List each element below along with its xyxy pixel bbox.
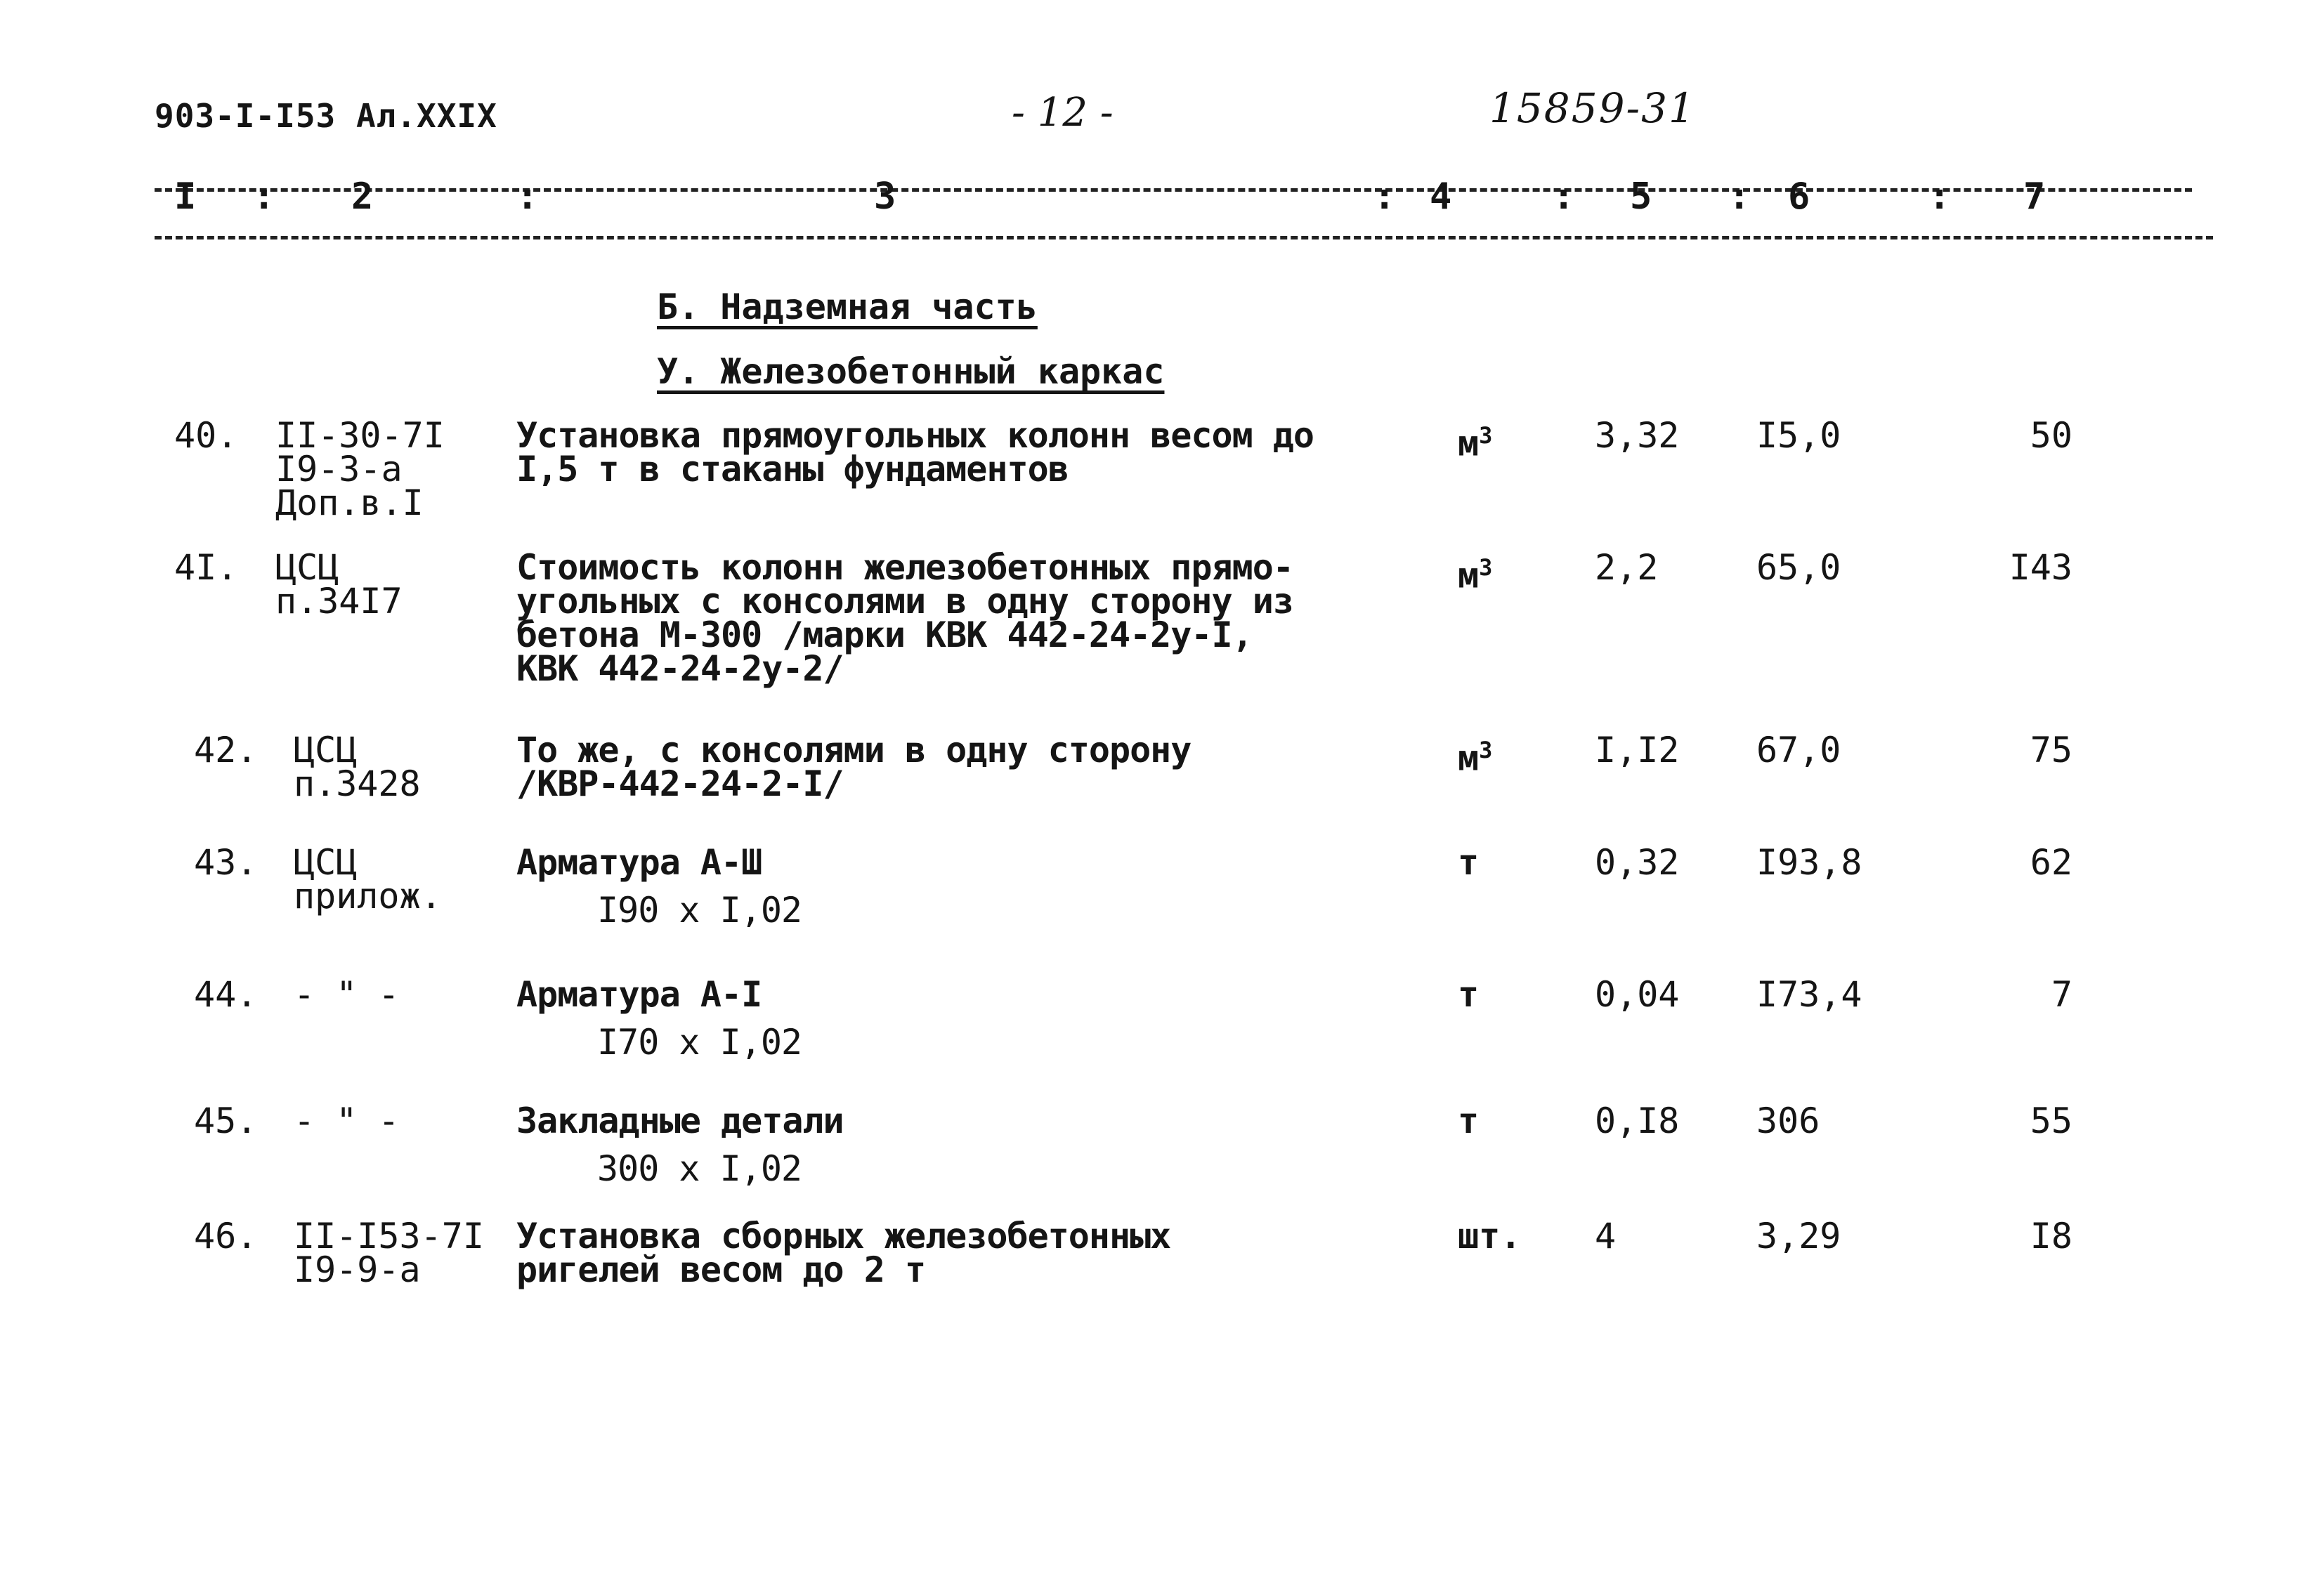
description-line: Арматура А-Ш: [516, 842, 762, 883]
reference-line: п.3428: [294, 763, 421, 804]
section-title: Б. Надземная часть: [657, 287, 1038, 327]
row-total: 62: [2030, 842, 2072, 883]
column-separator: :: [1373, 176, 1396, 218]
row-total: 75: [2030, 730, 2072, 770]
description-line: I,5 т в стаканы фундаментов: [516, 449, 1069, 490]
column-number-5: 5: [1630, 176, 1652, 218]
row-unit-price: 65,0: [1756, 547, 1841, 588]
row-unit-price: I93,8: [1756, 842, 1862, 883]
row-reference: [294, 730, 421, 804]
page-number: - 12 -: [1012, 90, 1114, 136]
row-description: [516, 1101, 844, 1189]
handwritten-number: 15859-31: [1489, 84, 1696, 132]
description-line: Арматура А-I: [516, 974, 762, 1015]
row-reference: [294, 1101, 400, 1141]
unit-exponent: 3: [1479, 422, 1493, 449]
row-reference: [294, 842, 442, 917]
row-total: 50: [2030, 415, 2072, 456]
column-number-6: 6: [1788, 176, 1810, 218]
row-unit: [1458, 1101, 1480, 1141]
description-line: Установка прямоугольных колонн весом до: [516, 415, 1314, 456]
column-separator: :: [516, 176, 539, 218]
description-line: КВК 442-24-2у-2/: [516, 648, 844, 689]
row-number: 40.: [174, 415, 238, 456]
subsection-title: У. Железобетонный каркас: [657, 351, 1165, 392]
row-quantity: 0,32: [1595, 842, 1680, 883]
reference-line: I9-9-a: [294, 1249, 421, 1290]
description-formula: 300 x I,02: [597, 1148, 802, 1189]
row-unit: [1458, 1216, 1522, 1256]
column-number-1: I: [174, 176, 197, 218]
reference-line: прилож.: [294, 876, 442, 917]
row-quantity: I,I2: [1595, 730, 1680, 770]
unit-label: т: [1458, 974, 1480, 1015]
row-total: I43: [2009, 547, 2072, 588]
row-reference: [294, 1216, 484, 1290]
row-number: 43.: [194, 842, 258, 883]
column-number-4: 4: [1430, 176, 1452, 218]
row-description: [516, 730, 1192, 804]
column-number-2: 2: [351, 176, 374, 218]
row-description: [516, 547, 1293, 689]
description-line: ригелей весом до 2 т: [516, 1249, 926, 1290]
row-number: 45.: [194, 1101, 258, 1141]
row-description: [516, 842, 802, 931]
row-quantity: 2,2: [1595, 547, 1659, 588]
row-description: [516, 415, 1314, 490]
description-line: Установка сборных железобетонных: [516, 1216, 1171, 1256]
row-quantity: 4: [1595, 1216, 1617, 1256]
row-unit: [1458, 419, 1493, 464]
row-quantity: 0,I8: [1595, 1101, 1680, 1141]
column-separator: :: [1553, 176, 1575, 218]
reference-line: II-I53-7I: [294, 1216, 484, 1256]
reference-line: ЦСЦ: [275, 547, 339, 588]
row-reference: [294, 974, 400, 1015]
unit-label: т: [1458, 1101, 1480, 1141]
row-number: 4I.: [174, 547, 238, 588]
row-unit: [1458, 733, 1493, 779]
row-quantity: 3,32: [1595, 415, 1680, 456]
description-formula: I90 x I,02: [597, 890, 802, 931]
description-line: То же, с консолями в одну сторону: [516, 730, 1192, 770]
unit-label: т: [1458, 842, 1480, 883]
header-top-rule: [155, 188, 2192, 192]
unit-label: шт.: [1458, 1216, 1522, 1256]
description-line: Закладные детали: [516, 1101, 844, 1141]
column-separator: :: [1928, 176, 1951, 218]
description-line: Стоимость колонн железобетонных прямо-: [516, 547, 1293, 588]
row-unit-price: 67,0: [1756, 730, 1841, 770]
row-reference: [275, 547, 403, 622]
document-code: 903-I-I53 Ал.XXIX: [155, 97, 497, 135]
header-bottom-rule: [155, 236, 2213, 239]
description-line: угольных с консолями в одну сторону из: [516, 581, 1293, 622]
row-unit-price: I5,0: [1756, 415, 1841, 456]
row-unit: [1458, 974, 1480, 1015]
reference-line: II-30-7I: [275, 415, 445, 456]
row-total: 7: [2051, 974, 2072, 1015]
row-number: 46.: [194, 1216, 258, 1256]
column-number-3: 3: [874, 176, 896, 218]
row-reference: [275, 415, 445, 523]
reference-line: - " -: [294, 974, 400, 1015]
unit-label: м: [1458, 423, 1480, 464]
row-number: 44.: [194, 974, 258, 1015]
unit-exponent: 3: [1479, 554, 1493, 581]
column-separator: :: [1728, 176, 1751, 218]
row-quantity: 0,04: [1595, 974, 1680, 1015]
description-line: бетона М-300 /марки КВК 442-24-2у-I,: [516, 615, 1253, 655]
row-description: [516, 1216, 1171, 1290]
description-line: /КВР-442-24-2-I/: [516, 763, 844, 804]
column-number-7: 7: [2023, 176, 2046, 218]
unit-label: м: [1458, 555, 1480, 596]
reference-line: ЦСЦ: [294, 842, 358, 883]
row-unit: [1458, 842, 1480, 883]
reference-line: I9-3-a: [275, 449, 403, 490]
unit-label: м: [1458, 737, 1480, 779]
column-separator: :: [253, 176, 275, 218]
row-description: [516, 974, 802, 1063]
reference-line: - " -: [294, 1101, 400, 1141]
row-total: 55: [2030, 1101, 2072, 1141]
reference-line: ЦСЦ: [294, 730, 358, 770]
description-formula: I70 x I,02: [597, 1022, 802, 1063]
row-unit-price: 3,29: [1756, 1216, 1841, 1256]
row-unit-price: I73,4: [1756, 974, 1862, 1015]
unit-exponent: 3: [1479, 737, 1493, 763]
row-unit-price: 306: [1756, 1101, 1820, 1141]
row-unit: [1458, 551, 1493, 596]
row-total: I8: [2030, 1216, 2072, 1256]
reference-line: Доп.в.I: [275, 482, 424, 523]
reference-line: п.34I7: [275, 581, 403, 622]
row-number: 42.: [194, 730, 258, 770]
